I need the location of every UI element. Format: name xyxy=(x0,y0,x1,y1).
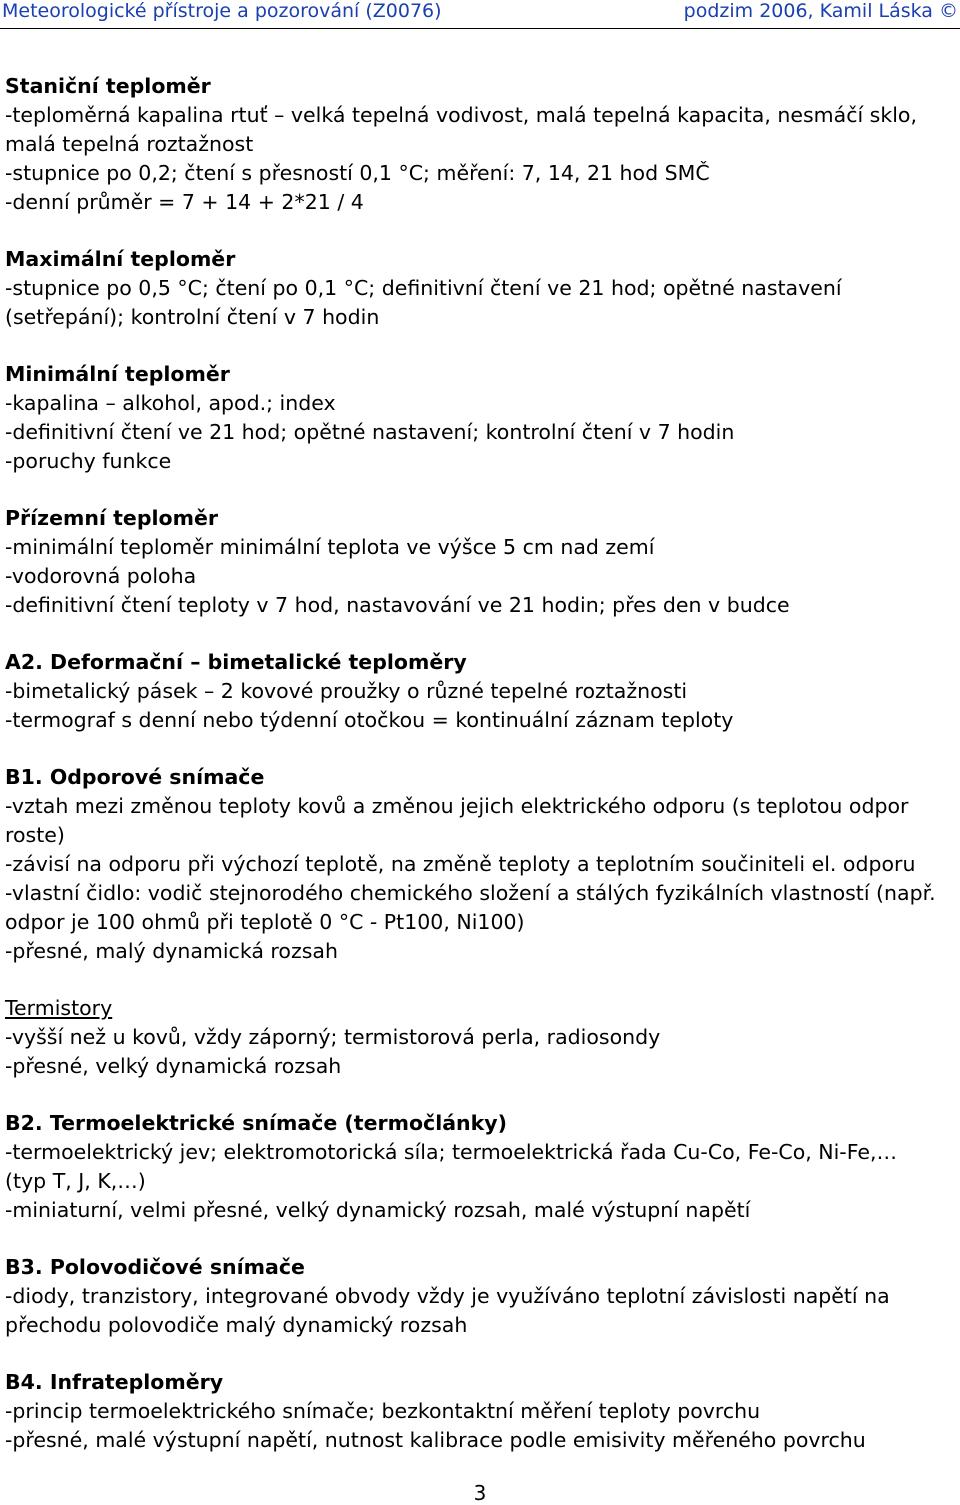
text-line: -přesné, velký dynamická rozsah xyxy=(5,1054,342,1078)
text-line: -přesné, malý dynamická rozsah xyxy=(5,939,338,963)
section-heading: Maximální teploměr xyxy=(5,247,236,271)
section-heading: B3. Polovodičové snímače xyxy=(5,1255,305,1279)
text-line: -vztah mezi změnou teploty kovů a změnou jejich elektrického odporu (s teplotou odpor xyxy=(5,794,909,818)
section-heading: B2. Termoelektrické snímače (termočlánky) xyxy=(5,1111,508,1135)
text-line: -princip termoelektrického snímače; bezkontaktní měření teploty povrchu xyxy=(5,1399,761,1423)
document-body xyxy=(5,72,955,1483)
page-number: 3 xyxy=(473,1481,487,1505)
text-line: odpor je 100 ohmů při teplotě 0 °C - Pt100, Ni100) xyxy=(5,910,525,934)
text-line: (setřepání); kontrolní čtení v 7 hodin xyxy=(5,305,380,329)
text-line: -přesné, malé výstupní napětí, nutnost kalibrace podle emisivity měřeného povrchu xyxy=(5,1428,866,1452)
section-heading: B1. Odporové snímače xyxy=(5,765,265,789)
section xyxy=(5,504,955,620)
text-line: -stupnice po 0,2; čtení s přesností 0,1 °C; měření: 7, 14, 21 hod SMČ xyxy=(5,161,710,185)
text-line: přechodu polovodiče malý dynamický rozsah xyxy=(5,1313,468,1337)
text-line: -definitivní čtení teploty v 7 hod, nastavování ve 21 hodin; přes den v budce xyxy=(5,593,790,617)
text-line: roste) xyxy=(5,823,65,847)
text-line: -denní průměr = 7 + 14 + 2*21 / 4 xyxy=(5,190,364,214)
text-line: -minimální teploměr minimální teplota ve výšce 5 cm nad zemí xyxy=(5,535,655,559)
text-line: -kapalina – alkohol, apod.; index xyxy=(5,391,336,415)
course-title: Meteorologické přístroje a pozorování (Z0076) xyxy=(2,0,442,22)
section xyxy=(5,72,955,217)
section-heading: Přízemní teploměr xyxy=(5,506,218,530)
text-line: (typ T, J, K,…) xyxy=(5,1169,146,1193)
text-line: malá tepelná roztažnost xyxy=(5,132,254,156)
section-heading: B4. Infrateploměry xyxy=(5,1370,224,1394)
section xyxy=(5,1253,955,1340)
section xyxy=(5,360,955,476)
text-line: -teploměrná kapalina rtuť – velká tepelná vodivost, malá tepelná kapacita, nesmáčí sklo, xyxy=(5,103,917,127)
page-header xyxy=(0,0,960,29)
section-heading: A2. Deformační – bimetalické teploměry xyxy=(5,650,467,674)
text-line: -závisí na odporu při výchozí teplotě, na změně teploty a teplotním součiniteli el. odporu xyxy=(5,852,916,876)
section xyxy=(5,994,955,1081)
text-line: -bimetalický pásek – 2 kovové proužky o různé tepelné roztažnosti xyxy=(5,679,688,703)
text-line: -termoelektrický jev; elektromotorická síla; termoelektrická řada Cu-Co, Fe-Co, Ni-Fe,… xyxy=(5,1140,898,1164)
text-line: -vlastní čidlo: vodič stejnorodého chemického složení a stálých fyzikálních vlastností (např. xyxy=(5,881,936,905)
text-line: -miniaturní, velmi přesné, velký dynamický rozsah, malé výstupní napětí xyxy=(5,1198,751,1222)
text-line: -diody, tranzistory, integrované obvody vždy je využíváno teplotní závislosti napětí na xyxy=(5,1284,890,1308)
section xyxy=(5,1109,955,1225)
text-line: -definitivní čtení ve 21 hod; opětné nastavení; kontrolní čtení v 7 hodin xyxy=(5,420,735,444)
section xyxy=(5,1368,955,1455)
section xyxy=(5,648,955,735)
text-line: -stupnice po 0,5 °C; čtení po 0,1 °C; definitivní čtení ve 21 hod; opětné nastavení xyxy=(5,276,842,300)
section-heading: Minimální teploměr xyxy=(5,362,230,386)
text-line: -vodorovná poloha xyxy=(5,564,197,588)
text-line: -termograf s denní nebo týdenní otočkou = kontinuální záznam teploty xyxy=(5,708,734,732)
section-heading: Termistory xyxy=(5,996,113,1020)
section xyxy=(5,763,955,966)
section xyxy=(5,245,955,332)
text-line: -poruchy funkce xyxy=(5,449,172,473)
semester-author: podzim 2006, Kamil Láska © xyxy=(683,0,958,22)
section-heading: Staniční teploměr xyxy=(5,74,211,98)
text-line: -vyšší než u kovů, vždy záporný; termistorová perla, radiosondy xyxy=(5,1025,661,1049)
